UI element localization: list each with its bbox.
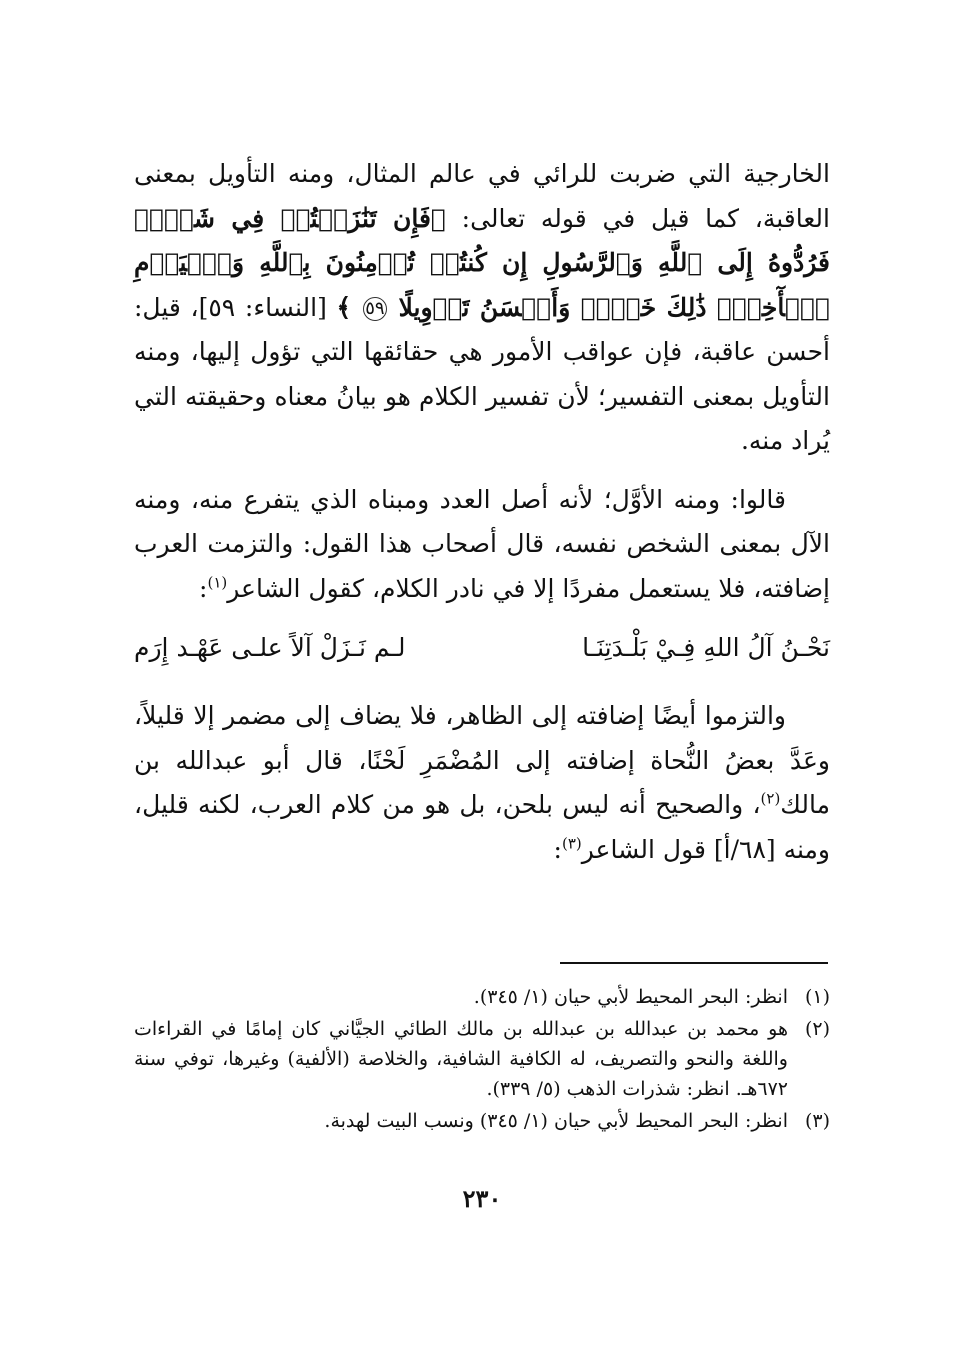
footnote-separator-line [560, 962, 828, 964]
footnote-3-text: انظر: البحر المحيط لأبي حيان (١/ ٣٤٥) ونسب البيت لهدبة. [324, 1110, 788, 1132]
verse-number-marker: ٥٩ [363, 297, 387, 321]
paragraph-3-part-3: : [553, 834, 562, 864]
quran-verse-close-bracket: ﴾ [336, 292, 352, 322]
paragraph-2 [134, 478, 830, 612]
footnote-3 [134, 1106, 830, 1136]
footnote-2 [134, 1014, 830, 1104]
paragraph-2-end: : [199, 573, 208, 603]
paragraph-3-part-1: والتزموا أيضًا إضافته إلى الظاهر، فلا يضاف إلى مضمر إلا قليلاً، وعَدَّ بعضُ النُّحاة إضافته إلى المُضْمَرِ لَحْنًا، قال أبو عبدالله بن مالك [134, 701, 830, 819]
paragraph-3-part-2: ، والصحيح أنه ليس بلحن، بل هو من كلام العرب، لكنه قليل، ومنه [٦٨/أ] قول الشاعر [134, 790, 830, 864]
footnote-reference-3[interactable]: (٣) [561, 834, 582, 853]
paragraph-1-continuation: [النساء: ٥٩]، قيل: أحسن عاقبة، فإن عواقب الأمور هي حقائقها التي تؤول إليها، ومنه التأويل بمعنى التفسير؛ لأن تفسير الكلام هو بيانُ معناه وحقيقته التي يُراد منه. [134, 292, 830, 455]
footnote-reference-1[interactable]: (١) [207, 573, 228, 592]
footnote-3-number: (٣) [804, 1110, 830, 1132]
quran-verse: فَإِن تَنَٰزَعۡتُمۡ فِي شَيۡءٖ فَرُدُّوهُ إِلَى ٱللَّهِ وَٱلرَّسُولِ إِن كُنتُمۡ تُؤۡمِنُونَ بِٱللَّهِ وَٱلۡيَوۡمِ ٱلۡأٓخِرِۚ ذَٰلِكَ خَيۡرٞ وَأَحۡسَنُ تَأۡوِيلًا [134, 203, 830, 322]
poem-second-hemistich: لـم نَـزَلْ آلاً علـى عَهْـد إِرَم [134, 633, 406, 662]
footnote-1 [134, 982, 830, 1012]
main-text-block [134, 152, 830, 611]
paragraph-1 [134, 152, 830, 464]
poem-verse [134, 626, 830, 670]
paragraph-2-text: قالوا: ومنه الأوَّل؛ لأنه أصل العدد ومبناه الذي يتفرع منه، ومنه الآل بمعنى الشخص نفسه، قال أصحاب هذا القول: والتزمت العرب إضافته، فلا يستعمل مفردًا إلا في نادر الكلام، كقول الشاعر [134, 484, 830, 603]
footnote-2-text: هو محمد بن عبدالله بن عبدالله بن مالك الطائي الجيَّاني كان إمامًا في القراءات واللغة والنحو والتصريف، له الكافية الشافية، والخلاصة (الألفية) وغيرها، توفي سنة ٦٧٢هـ. انظر: شذرات الذهب (٥/ ٣٣٩). [134, 1018, 788, 1100]
poem-first-hemistich: نَحْـنُ آلُ اللهِ فِـيْ بَلْـدَتِنَـا [582, 633, 830, 662]
paragraph-1-intro: الخارجية التي ضربت للرائي في عالم المثال، ومنه التأويل بمعنى العاقبة، كما قيل في قوله تعالى: [134, 159, 830, 233]
footnote-1-text: انظر: البحر المحيط لأبي حيان (١/ ٣٤٥). [473, 986, 788, 1008]
footnote-2-number: (٢) [804, 1018, 830, 1040]
page-number: ٢٣٠ [462, 1184, 502, 1213]
quran-verse-open-bracket: ﴿ [430, 203, 446, 233]
footnote-reference-2[interactable]: (٢) [760, 789, 781, 808]
footnotes-section [134, 982, 830, 1138]
paragraph-3-block [134, 694, 830, 872]
footnote-1-number: (١) [804, 986, 830, 1008]
paragraph-3 [134, 694, 830, 872]
